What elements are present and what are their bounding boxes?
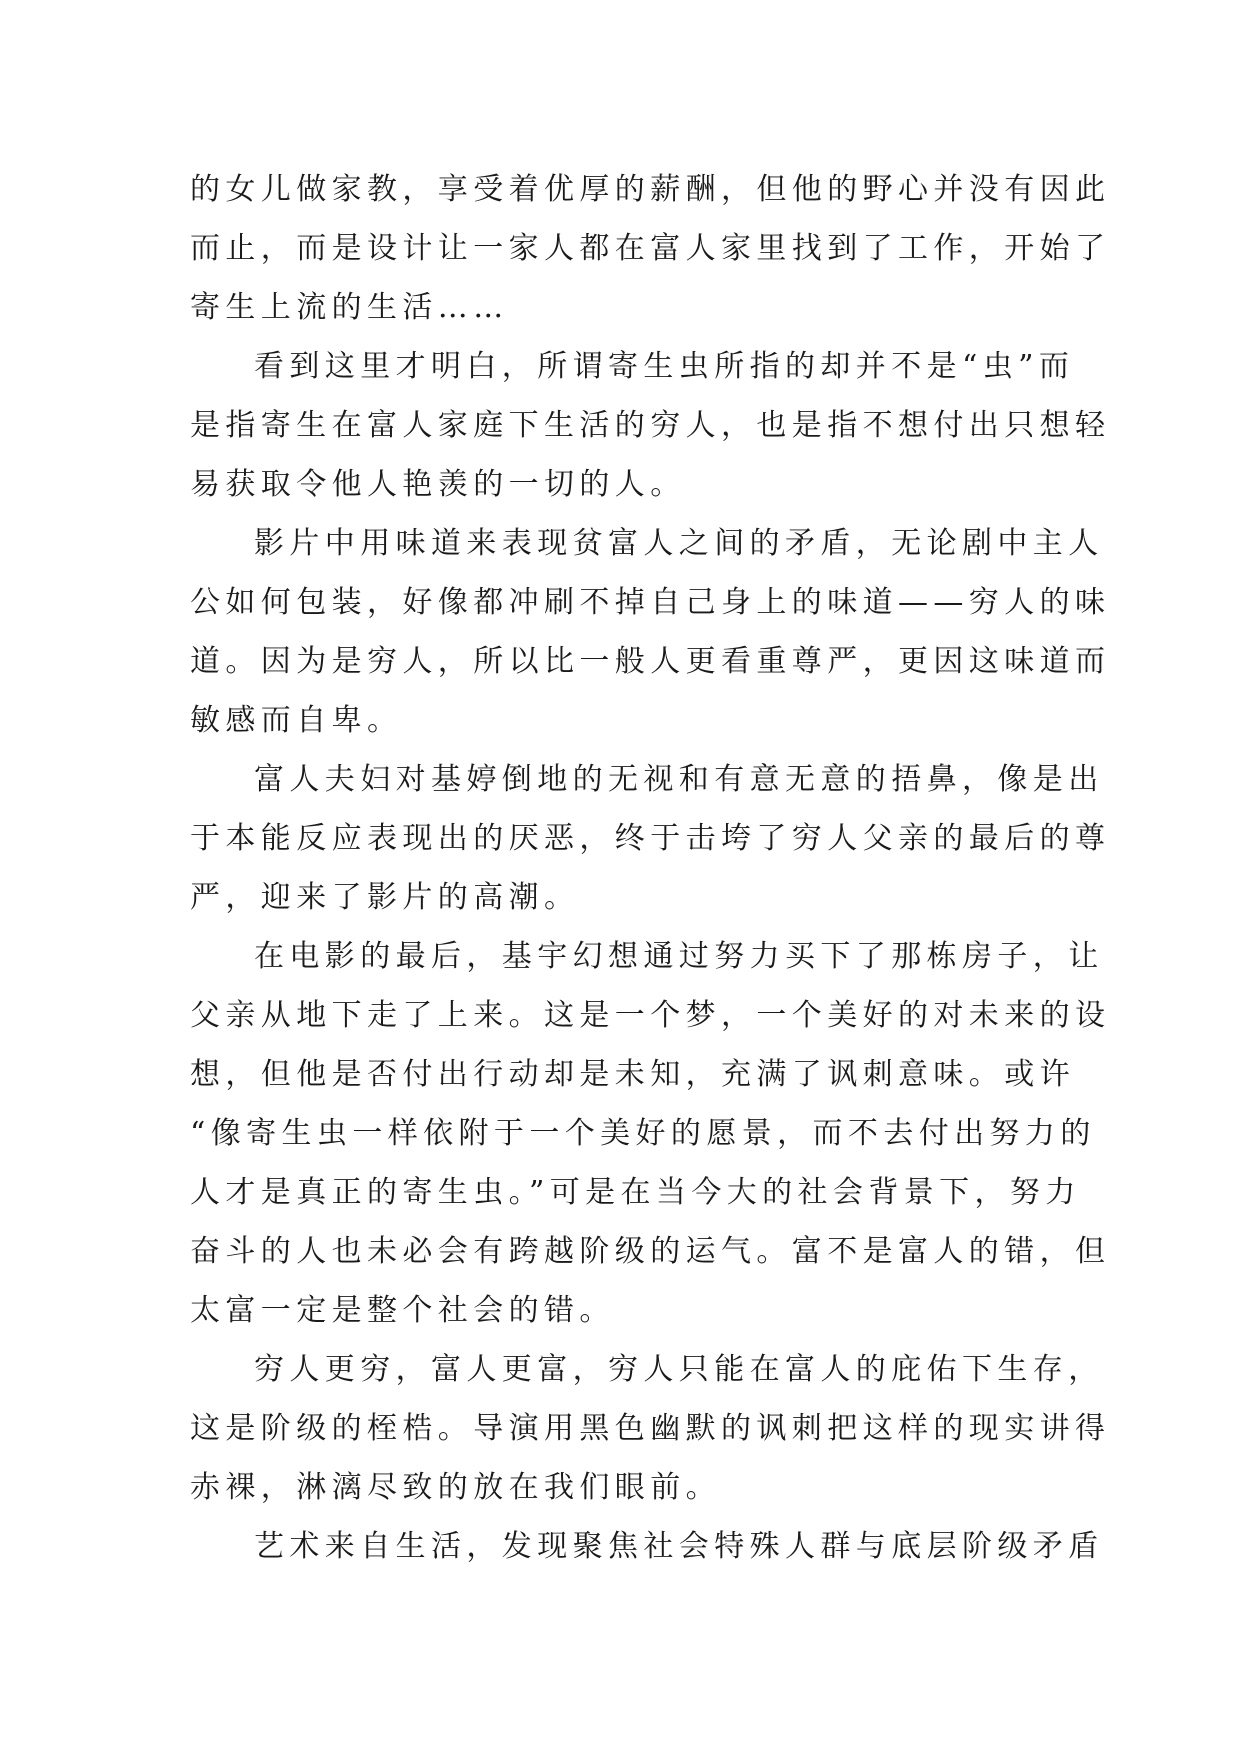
text-line: 看到这里才明白，所谓寄生虫所指的却并不是“虫”而 [254, 349, 1075, 384]
text-line: 严，迎来了影片的高潮。 [190, 880, 580, 915]
text-line: 赤裸，淋漓尽致的放在我们眼前。 [190, 1470, 721, 1505]
paragraph-6 [190, 1340, 1111, 1517]
text-line: 穷人更穷，富人更富，穷人只能在富人的庇佑下生存， [254, 1352, 1104, 1387]
text-line: 人才是真正的寄生虫。”可是在当今大的社会背景下，努力 [190, 1175, 1081, 1210]
text-line: 奋斗的人也未必会有跨越阶级的运气。富不是富人的错，但 [190, 1234, 1111, 1269]
paragraph-7 [190, 1517, 1104, 1576]
text-line: 在电影的最后，基宇幻想通过努力买下了那栋房子，让 [254, 939, 1104, 974]
text-line: 太富一定是整个社会的错。 [190, 1293, 615, 1328]
text-line: 而止，而是设计让一家人都在富人家里找到了工作，开始了 [190, 231, 1111, 266]
paragraph-2 [190, 337, 1111, 514]
paragraph-1 [190, 160, 1111, 337]
text-line: 艺术来自生活，发现聚焦社会特殊人群与底层阶级矛盾 [254, 1529, 1104, 1564]
paragraph-5 [190, 927, 1111, 1340]
text-line: 寄生上流的生活…… [190, 290, 509, 325]
text-line: 公如何包装，好像都冲刷不掉自己身上的味道——穷人的味 [190, 585, 1111, 620]
text-line: 父亲从地下走了上来。这是一个梦，一个美好的对未来的设 [190, 998, 1111, 1033]
text-line: 这是阶级的桎梏。导演用黑色幽默的讽刺把这样的现实讲得 [190, 1411, 1111, 1446]
text-line: 易获取令他人艳羡的一切的人。 [190, 467, 686, 502]
text-line: 影片中用味道来表现贫富人之间的矛盾，无论剧中主人 [254, 526, 1104, 561]
text-line: “像寄生虫一样依附于一个美好的愿景，而不去付出努力的 [190, 1116, 1096, 1151]
text-line: 的女儿做家教，享受着优厚的薪酬，但他的野心并没有因此 [190, 172, 1111, 207]
text-line: 是指寄生在富人家庭下生活的穷人，也是指不想付出只想轻 [190, 408, 1111, 443]
document-body [190, 160, 1111, 1576]
paragraph-3 [190, 514, 1111, 750]
paragraph-4 [190, 750, 1111, 927]
text-line: 敏感而自卑。 [190, 703, 403, 738]
text-line: 道。因为是穷人，所以比一般人更看重尊严，更因这味道而 [190, 644, 1111, 679]
text-line: 想，但他是否付出行动却是未知，充满了讽刺意味。或许 [190, 1057, 1075, 1092]
text-line: 富人夫妇对基婷倒地的无视和有意无意的捂鼻，像是出 [254, 762, 1104, 797]
text-line: 于本能反应表现出的厌恶，终于击垮了穷人父亲的最后的尊 [190, 821, 1111, 856]
